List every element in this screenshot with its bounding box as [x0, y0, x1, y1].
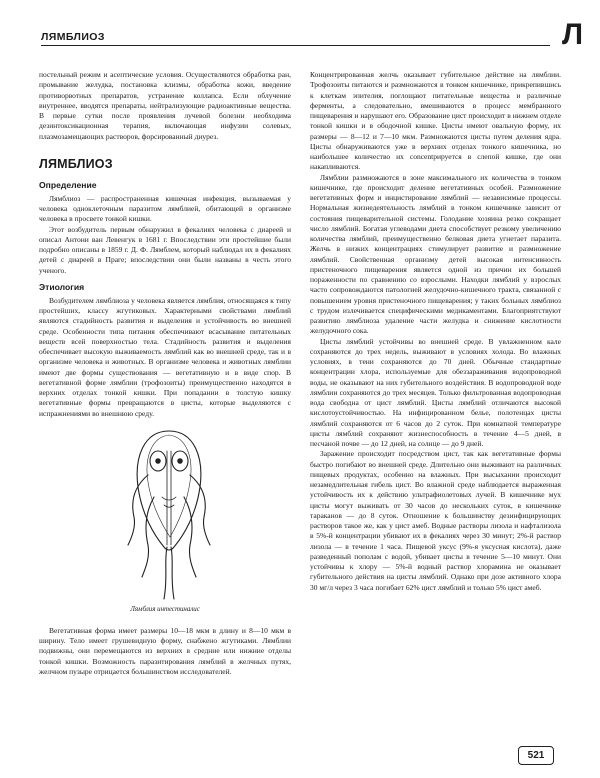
- right-paragraph-3: Цисты лямблий устойчивы во внешней среде. В увлажненном кале сохраняются до трех недель, выживают в условиях холода. Во влажных условиях, в тени сохраняются до 70 дней. Обычные стандартные концентрации хлора, используемые для обеззараживания водопроводной воды, не оказывают на них губительного воздействия. В водопроводной воде лямблии сохраняются до трех месяцев. Только фильтрованная водопроводная вода свободна от цист лямблий. Цисты лямблий отличаются высокой кислотоустойчивостью. На инфицированном белье, полотенцах цисты лямблий сохраняются от 6 часов до 2 суток. При комнатной температуре цисты лямблий сохраняют жизнеспособность в течение 4—5 дней, в песчаной почве — до 12 дней, на солнце — до 9 дней.: [310, 336, 561, 448]
- page-number: 521: [518, 746, 554, 765]
- right-paragraph-2: Лямблии размножаются в зоне максимального их количества в тонком кишечнике, где происходит деление вегетативных особей. Размножение вегетативных форм и инцистирование лямблий — независимые процессы. Нормальная жизнедеятельность лямблий в тонком кишечнике зависит от состояния пищеварительной системы. Голодание хозяина резко сокращает число лямблий. Богатая углеводами диета способствует резкому увеличению количества лямблий, преимущественно белковая диета угнетает паразита. Желчь в низких концентрациях стимулирует развитие и размножение лямблий. Свойственная организму детей высокая интенсивность пристеночного пищеварения является одной из причин их большей пораженности по сравнению со взрослыми. Находки лямблий у взрослых часто сопровождаются патологией желудочно-кишечного тракта, связанной с повышением уровня пристеночного пищеварения; у таких больных лямблиоз с трудом излечивается специфическими медикаментами. Благоприятствуют развитию лямблиоза удаление части желудка и снижение кислотности желудочного сока.: [310, 172, 561, 336]
- article-title: ЛЯМБЛИОЗ: [39, 156, 113, 171]
- section-letter: Л: [561, 18, 583, 51]
- right-paragraph-1: Концентрированная желчь оказывает губительное действие на лямблии. Трофозоиты питаются и размножаются в тонком кишечнике, прикрепившись к клеткам эпителия, поглощают питательные вещества и различные ферменты, а следовательно, вмешиваются в процесс мембранного пищеварения и нарушают его. Образование цист происходит в нижнем отделе тонкой кишки и в ободочной кишке. Цисты имеют овальную форму, их размеры — 8—12 и 7—10 мкм. Размножаются цисты путем деления ядра. Цисты обнаруживаются уже в верхних отделах тонкого кишечника, но наибольшее количество их concentрируется в слепой кишке, где они накапливаются.: [310, 70, 561, 172]
- intro-paragraph: постельный режим и асептические условия. Осуществляются обработка ран, промывание желудка, постановка клизмы, обработка кожи, введение противорвотных препаратов, устранение коллапса. Если облучение внутреннее, вводятся препараты, нейтрализующие радиоактивные вещества. В первые сутки после проявления лучевой болезни необходима дезинтоксикационная терапия, включающая инфузии солевых, плазмозамещающих растворов, форсированный диурез.: [39, 70, 291, 141]
- definition-heading: Определение: [39, 179, 97, 190]
- etiology-heading: Этиология: [39, 281, 85, 292]
- right-column: [310, 70, 561, 593]
- running-head-title: ЛЯМБЛИОЗ: [41, 31, 105, 43]
- header-rule: [41, 45, 550, 46]
- etiology-paragraph: Возбудителем лямблиоза у человека является лямблия, относящаяся к типу простейших, классу жгутиковых. Характерными свойствами лямблий являются стадийность развития и выделения и устойчивость во внешней среде. Особенности типа питания обеспечивают всасывание питательных веществ всей поверхностью тела. Стадийность развития и выделения обеспечивает высокую выживаемость лямблий как во внешней среде, так и в организме человека и животных. В организме человека и животных лямблии имеют две формы существования — вегетативную и в виде спор. В вегетативной форме лямблии (трофозоиты) преимущественно находятся в верхних отделах тонкой кишки. При попадании в толстую кишку вегетативные формы превращаются в цисты, которые выделяются с испражнениями во внешнюю среду.: [39, 295, 291, 418]
- giardia-illustration: [39, 427, 291, 605]
- right-paragraph-4: Заражение происходит посредством цист, так как вегетативные формы быстро погибают во внешней среде. Длительно они выживают на различных пищевых продуктах, особенно на влажных. При высыхании происходит незамедлительная гибель цист. Во влажной среде наблюдается выраженная устойчивость их к действию ультрафиолетовых лучей. В кишечнике мух цисты могут выживать от 30 часов до нескольких суток, в кишечнике тараканов — до 8 суток. Отношение к большинству дезинфицирующих растворов такое же, как у цист амеб. Водные растворы лизола и нафтализола в 5%-й концентрации убивают их в фекалиях через 30 минут; 2%-й раствор лизола — в течение 1 часа. Пищевой уксус (9%-я уксусная кислота), даже разведенный пополам с водой, убивает цисты в течение 5—10 минут. Они устойчивы к хлору — 5%-й водный раствор хлорамина не оказывает губительного действия на цисты лямблий. Однако при дозе активного хлора 30 мг/л через 3 часа погибает 62% цист лямблий и только 5% цист амеб.: [310, 449, 561, 592]
- giardia-drawing: [124, 427, 214, 603]
- after-figure-paragraph: Вегетативная форма имеет размеры 10—18 мкм в длину и 8—10 мкм в ширину. Тело имеет грушевидную форму, снабжено жгутиками. Лямблии подвижны, они перемещаются из верхних в средние или нижние отделы тонкой кишки. Возможность паразитирования лямблий в желчных путях, желчном пузыре отрицается большинством исследователей.: [39, 625, 291, 676]
- figure-caption: Лямблия интестиналис: [130, 605, 200, 613]
- definition-paragraph-1: Лямблиоз — распространенная кишечная инфекция, вызываемая у человека одноклеточным паразитом лямблией, обитающей в организме человека в просвете тонкой кишки.: [39, 193, 291, 224]
- left-column: [39, 70, 291, 677]
- definition-paragraph-2: Этот возбудитель первым обнаружил в фекалиях человека с диареей и описал Антони ван Левенгук в 1681 г. Впоследствии эти простейшие были подробно описаны в 1859 г. Д. Ф. Лямблем, который наблюдал их в фекалиях детей с диареей в Праге; впоследствии они были названы в честь этого ученого.: [39, 224, 291, 275]
